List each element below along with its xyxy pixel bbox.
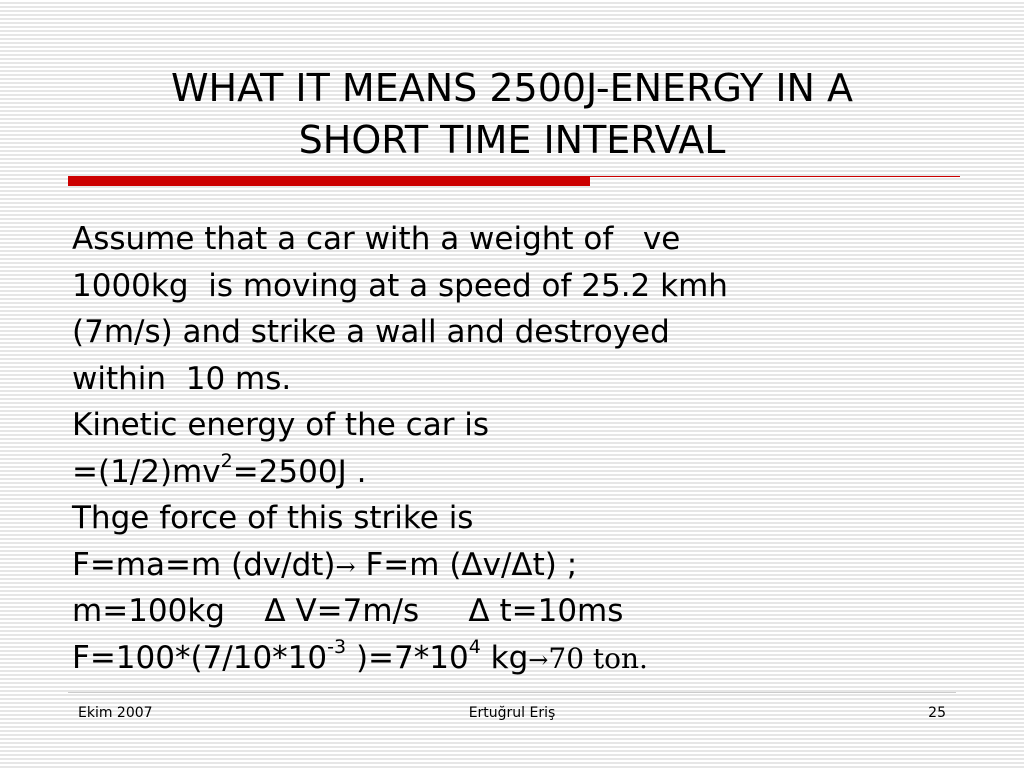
body-line: m=100kg Δ V=7m/s Δ t=10ms <box>72 593 624 629</box>
formula-exponent: -3 <box>327 636 347 659</box>
right-arrow-icon: → <box>528 645 549 674</box>
title-divider-line <box>590 176 960 177</box>
footer-page-number: 25 <box>928 705 946 721</box>
slide-body <box>72 216 952 681</box>
formula-text: =(1/2)mv <box>72 453 221 490</box>
slide-title-line-1: WHAT IT MEANS 2500J-ENERGY IN A <box>170 66 854 110</box>
body-line: Thge force of this strike is <box>72 500 474 536</box>
formula-text: F=100*(7/10*10 <box>72 639 328 676</box>
formula-text: F=ma=m (dv/dt) <box>72 546 336 583</box>
body-line: 1000kg is moving at a speed of 25.2 kmh <box>72 267 728 304</box>
body-line: (7m/s) and strike a wall and destroyed <box>72 314 670 350</box>
formula-text: F=m (Δv/Δt) ; <box>355 546 578 583</box>
formula-exponent: 2 <box>220 450 233 473</box>
right-arrow-icon: → <box>335 552 356 581</box>
footer-author: Ertuğrul Eriş <box>468 705 556 721</box>
title-accent-bar <box>68 176 590 186</box>
formula-exponent: 4 <box>468 636 481 659</box>
formula-text: =2500J . <box>232 453 367 490</box>
slide-title-line-2: SHORT TIME INTERVAL <box>298 118 726 162</box>
slide-title <box>60 62 964 166</box>
formula-text: )=7*10 <box>346 639 469 676</box>
body-line: Assume that a car with a weight of ve <box>72 221 681 257</box>
body-line: Kinetic energy of the car is <box>72 407 490 443</box>
force-formula <box>72 542 952 589</box>
footer-divider <box>68 692 956 693</box>
kinetic-energy-formula <box>72 449 952 496</box>
body-line: within 10 ms. <box>72 360 292 397</box>
force-result-formula <box>72 635 952 682</box>
footer-date: Ekim 2007 <box>78 705 153 721</box>
formula-text: kg <box>480 639 529 676</box>
formula-result: 70 ton. <box>548 641 648 675</box>
